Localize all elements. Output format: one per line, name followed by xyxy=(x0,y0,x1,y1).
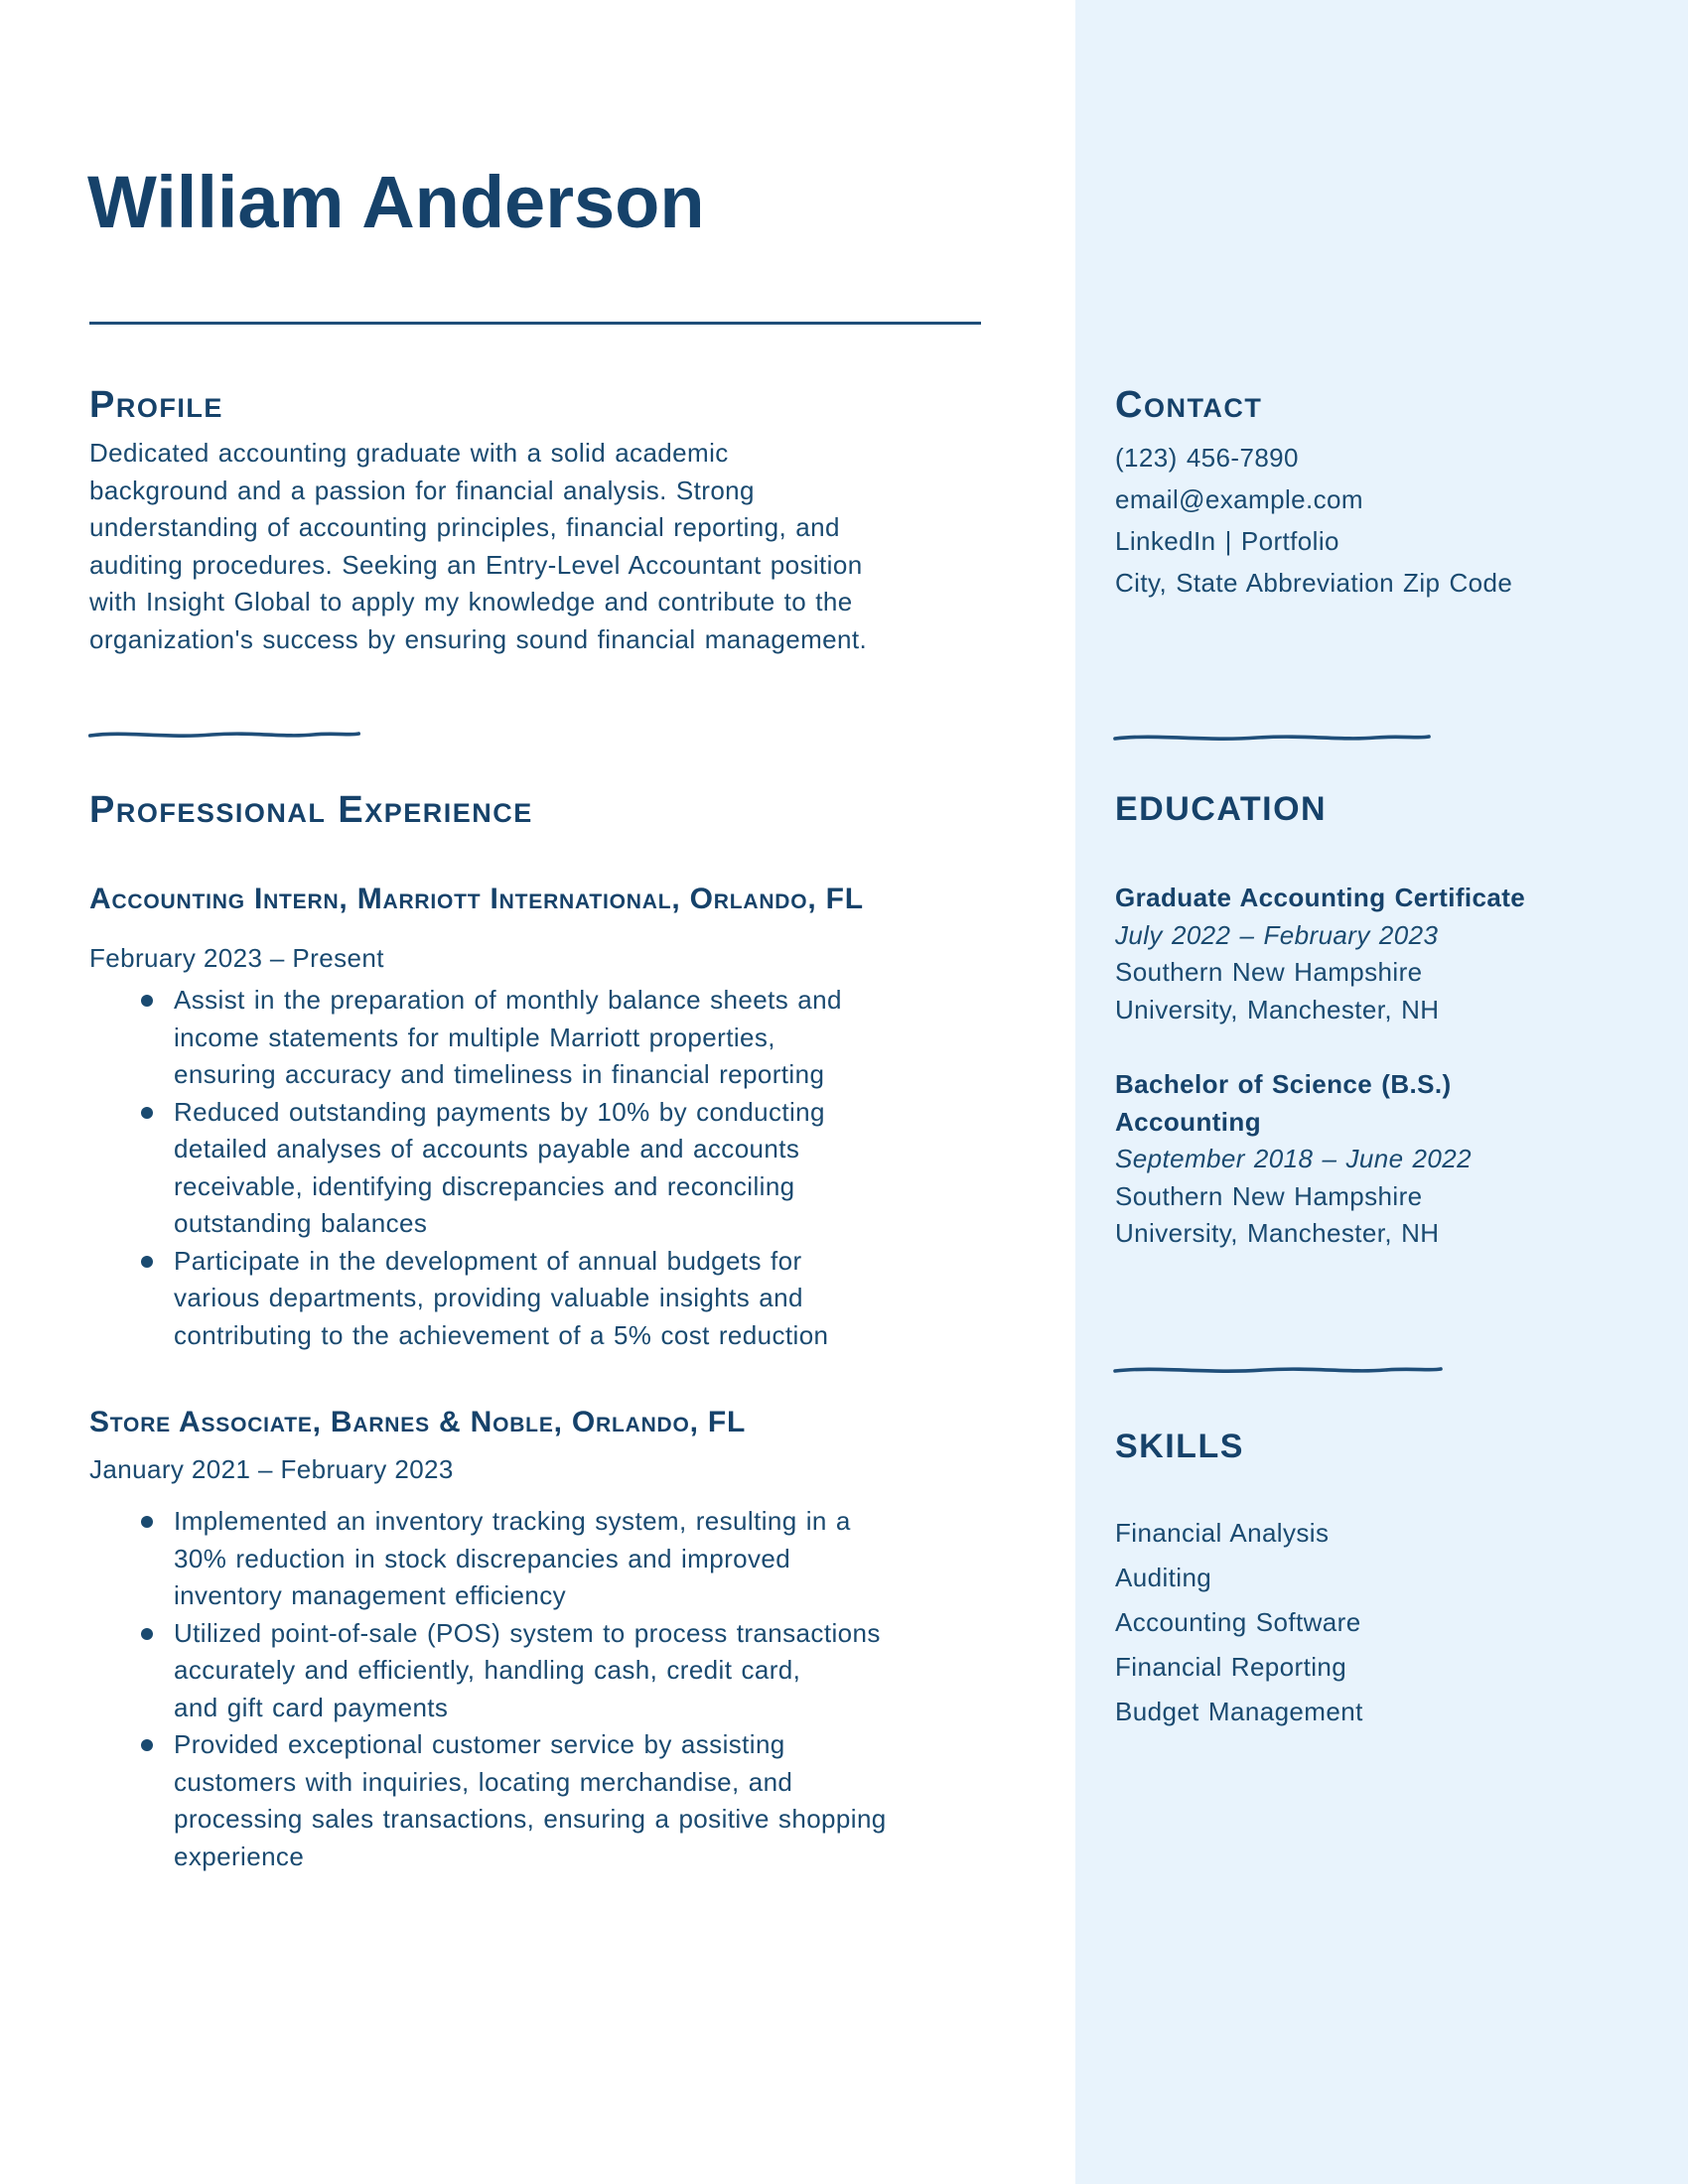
job-title: Accounting Intern, Marriott International, Orlando, FL xyxy=(89,883,864,915)
experience-heading: Professional Experience xyxy=(89,789,533,831)
education-dates: July 2022 – February 2023 xyxy=(1115,919,1439,950)
text-line: detailed analyses of accounts payable and accounts xyxy=(174,1134,800,1163)
bullet-icon xyxy=(141,1107,153,1119)
job-dates: January 2021 – February 2023 xyxy=(89,1454,454,1484)
education-dates: September 2018 – June 2022 xyxy=(1115,1144,1472,1173)
text-line: outstanding balances xyxy=(174,1208,428,1238)
text-line: Utilized point-of-sale (POS) system to process transactions xyxy=(174,1617,881,1648)
section-divider xyxy=(1112,1363,1444,1377)
skill-item: Accounting Software xyxy=(1115,1607,1361,1637)
school-location: University, Manchester, NH xyxy=(1115,994,1440,1024)
bullet-item xyxy=(89,1503,887,1615)
education-entry xyxy=(1115,880,1525,1028)
phone-number: (123) 456-7890 xyxy=(1115,443,1299,473)
linkedin-portfolio-links: LinkedIn | Portfolio xyxy=(1115,526,1339,556)
text-line: background and a passion for financial analysis. Strong xyxy=(89,475,755,505)
bullet-item xyxy=(89,1726,887,1875)
text-line: ensuring accuracy and timeliness in financial reporting xyxy=(174,1059,825,1089)
text-line: customers with inquiries, locating merchandise, and xyxy=(174,1766,793,1797)
candidate-name: William Anderson xyxy=(87,161,705,243)
text-line: accurately and efficiently, handling cash, credit card, xyxy=(174,1655,801,1685)
text-line: income statements for multiple Marriott properties, xyxy=(174,1022,775,1052)
section-divider xyxy=(1112,731,1432,745)
job-dates: February 2023 – Present xyxy=(89,943,384,973)
degree-name: Graduate Accounting Certificate xyxy=(1115,883,1526,912)
bullet-icon xyxy=(141,1516,153,1528)
bullet-item xyxy=(89,1615,887,1727)
job-bullet-list xyxy=(89,982,842,1354)
text-line: Assist in the preparation of monthly balance sheets and xyxy=(174,985,842,1015)
contact-heading: Contact xyxy=(1115,384,1263,426)
education-entry xyxy=(1115,1066,1472,1253)
contact-info xyxy=(1115,437,1512,604)
text-line: Provided exceptional customer service by assisting xyxy=(174,1729,785,1759)
bullet-item xyxy=(89,1243,842,1355)
skills-heading: SKILLS xyxy=(1115,1428,1244,1465)
education-heading: EDUCATION xyxy=(1115,790,1328,828)
text-line: Dedicated accounting graduate with a solid academic xyxy=(89,438,729,468)
job-title: Store Associate, Barnes & Noble, Orlando, FL xyxy=(89,1406,747,1438)
text-line: Participate in the development of annual budgets for xyxy=(174,1245,802,1276)
text-line: receivable, identifying discrepancies and reconciling xyxy=(174,1170,795,1201)
text-line: 30% reduction in stock discrepancies and improved xyxy=(174,1543,791,1573)
bullet-icon xyxy=(141,1628,153,1640)
bullet-item xyxy=(89,982,842,1094)
bullet-icon xyxy=(141,995,153,1007)
profile-text xyxy=(89,435,867,658)
bullet-icon xyxy=(141,1256,153,1268)
text-line: various departments, providing valuable insights and xyxy=(174,1283,803,1312)
degree-name: Accounting xyxy=(1115,1106,1261,1137)
bullet-item xyxy=(89,1094,842,1243)
text-line: and gift card payments xyxy=(174,1692,449,1722)
skill-item: Financial Analysis xyxy=(1115,1518,1330,1548)
text-line: contributing to the achievement of a 5% cost reduction xyxy=(174,1319,829,1350)
profile-heading: Profile xyxy=(89,384,223,426)
address-line: City, State Abbreviation Zip Code xyxy=(1115,568,1513,598)
skill-item: Auditing xyxy=(1115,1563,1212,1592)
text-line: understanding of accounting principles, financial reporting, and xyxy=(89,512,840,542)
header-rule xyxy=(89,322,981,325)
text-line: Implemented an inventory tracking system, resulting in a xyxy=(174,1506,851,1536)
text-line: inventory management efficiency xyxy=(174,1580,567,1610)
text-line: experience xyxy=(174,1841,305,1871)
school-name: Southern New Hampshire xyxy=(1115,957,1423,987)
text-line: Reduced outstanding payments by 10% by conducting xyxy=(174,1096,825,1127)
skills-list xyxy=(1115,1511,1363,1734)
skill-item: Financial Reporting xyxy=(1115,1652,1347,1682)
text-line: auditing procedures. Seeking an Entry-Level Accountant position xyxy=(89,549,863,580)
text-line: processing sales transactions, ensuring a positive shopping xyxy=(174,1804,887,1834)
email-address: email@example.com xyxy=(1115,484,1363,514)
skill-item: Budget Management xyxy=(1115,1697,1363,1726)
bullet-icon xyxy=(141,1739,153,1751)
school-location: University, Manchester, NH xyxy=(1115,1218,1440,1248)
school-name: Southern New Hampshire xyxy=(1115,1180,1423,1211)
degree-name: Bachelor of Science (B.S.) xyxy=(1115,1069,1452,1099)
text-line: organization's success by ensuring sound financial management. xyxy=(89,623,868,654)
text-line: with Insight Global to apply my knowledge and contribute to the xyxy=(89,587,853,616)
job-bullet-list xyxy=(89,1503,887,1875)
section-divider xyxy=(87,728,361,742)
